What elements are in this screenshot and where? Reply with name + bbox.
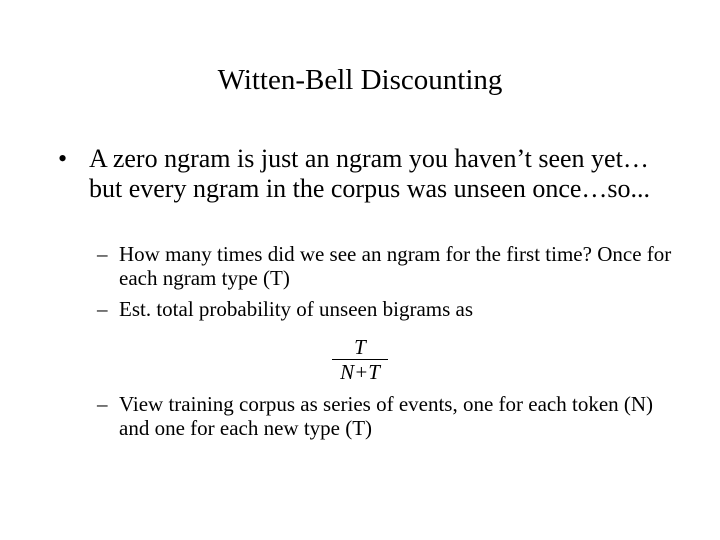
- sub-bullet-training-corpus: [97, 392, 677, 440]
- bullet-marker: •: [58, 144, 68, 173]
- probability-formula: [332, 336, 388, 383]
- sub-bullet-unseen-probability: [97, 297, 677, 321]
- sub-bullet-text: How many times did we see an ngram for the first time? Once for each ngram type (T): [119, 242, 672, 290]
- sub-bullet-marker: –: [97, 297, 108, 321]
- bullet-text: A zero ngram is just an ngram you haven’t seen yet…but every ngram in the corpus was unseen once…so...: [89, 144, 651, 203]
- sub-bullet-marker: –: [97, 242, 108, 266]
- formula-denominator: N+T: [340, 360, 380, 384]
- formula-numerator: T: [354, 335, 366, 359]
- main-bullet: [58, 144, 678, 204]
- sub-bullet-text: View training corpus as series of events, one for each token (N) and one for each new type (T): [119, 392, 654, 440]
- sub-bullet-first-time: [97, 242, 677, 290]
- sub-bullet-text: Est. total probability of unseen bigrams as: [119, 297, 474, 321]
- sub-bullet-marker: –: [97, 392, 108, 416]
- slide-title: Witten-Bell Discounting: [217, 64, 503, 96]
